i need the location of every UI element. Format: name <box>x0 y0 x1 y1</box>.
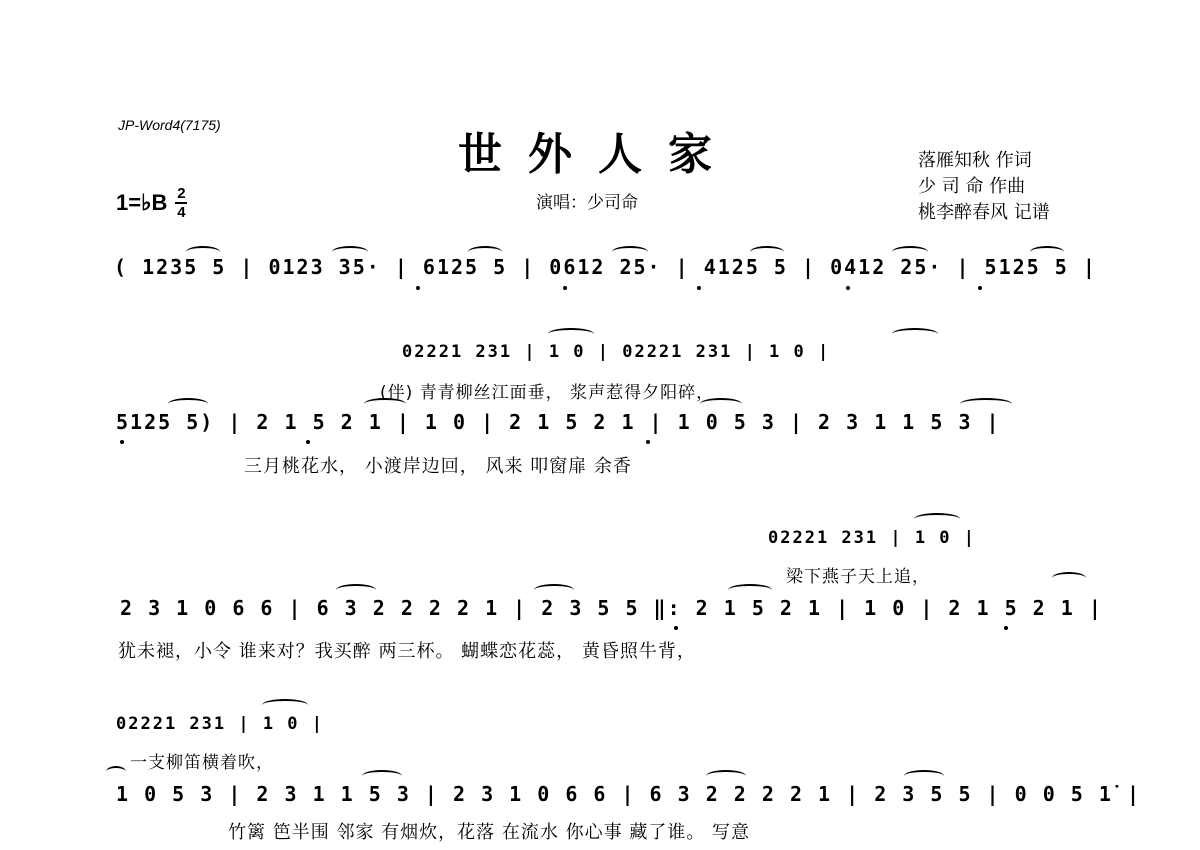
composer-credit: 少 司 命 作曲 <box>918 176 1026 197</box>
slur <box>106 766 126 778</box>
slur <box>186 246 220 258</box>
slur <box>892 328 938 340</box>
slur <box>706 770 746 782</box>
slur <box>700 398 742 410</box>
low-octave-dot <box>306 440 310 444</box>
accomp-line-1: 02221 231 | 1 0 | 02221 231 | 1 0 | <box>402 342 831 362</box>
slur <box>750 246 784 258</box>
lyrics-line-4: 竹篱 笆半围 邻家 有烟炊，花落 在流水 你心事 藏了谁。 写意 <box>228 822 751 843</box>
score-line-4: 1 0 5 3 | 2 3 1 1 5 3 | 2 3 1 0 6 6 | 6 3 2 2 2 2 1 | 2 3 5 5 | 0 0 5 1̇ | <box>116 782 1141 806</box>
slur <box>904 770 944 782</box>
slur <box>914 513 960 525</box>
transcriber-credit: 桃李醉春风 记谱 <box>918 202 1050 223</box>
slur <box>336 584 376 596</box>
key-signature <box>116 186 187 220</box>
slur <box>728 584 772 596</box>
lyricist-credit: 落雁知秋 作词 <box>918 150 1032 171</box>
credits <box>918 148 1050 226</box>
slur <box>468 246 502 258</box>
accomp-lyrics-3: 一支柳笛横着吹， <box>130 753 274 773</box>
song-title: 世外人家 <box>458 129 738 180</box>
score-line-intro: ( 1235 5 | 0123 35· | 6125 5 | 0612 25· | 4125 5 | 0412 25· | 5125 5 | <box>114 255 1097 279</box>
slur <box>332 246 368 258</box>
low-octave-dot <box>563 286 567 290</box>
low-octave-dot <box>674 626 678 630</box>
accomp-lyrics-2: 梁下燕子天上追， <box>786 567 930 587</box>
score-line-2: 5125 5) | 2 1 5 2 1 | 1 0 | 2 1 5 2 1 | 1 0 5 3 | 2 3 1 1 5 3 | <box>116 410 1001 434</box>
slur <box>960 398 1012 410</box>
slur <box>534 584 574 596</box>
accomp-line-2: 02221 231 | 1 0 | <box>768 528 976 548</box>
time-top: 2 <box>177 185 186 202</box>
slur <box>612 246 648 258</box>
low-octave-dot <box>416 286 420 290</box>
time-bottom: 4 <box>177 204 186 221</box>
key-label: 1=♭B <box>116 190 168 215</box>
low-octave-dot <box>978 286 982 290</box>
software-label: JP-Word4(7175) <box>118 117 221 133</box>
low-octave-dot <box>1004 626 1008 630</box>
slur <box>168 398 208 410</box>
time-signature <box>175 186 187 220</box>
slur <box>548 328 594 340</box>
low-octave-dot <box>646 440 650 444</box>
low-octave-dot <box>697 286 701 290</box>
slur <box>1030 246 1064 258</box>
slur <box>892 246 928 258</box>
slur <box>364 398 406 410</box>
low-octave-dot <box>120 440 124 444</box>
lyrics-line-2: 三月桃花水， 小渡岸边回， 风来 叩窗扉 余香 <box>244 456 632 477</box>
score-line-3: 2 3 1 0 6 6 | 6 3 2 2 2 2 1 | 2 3 5 5 ‖: 2 1 5 2 1 | 1 0 | 2 1 5 2 1 | <box>120 596 1103 620</box>
low-octave-dot <box>846 286 850 290</box>
slur <box>1052 572 1086 584</box>
accomp-lyrics-1: (伴) 青青柳丝江面垂， 浆声惹得夕阳碎， <box>380 383 715 403</box>
accomp-line-3: 02221 231 | 1 0 | <box>116 714 324 734</box>
slur <box>362 770 402 782</box>
lyrics-line-3: 犹未褪，小令 谁来对？我买醉 两三杯。 蝴蝶恋花蕊， 黄昏照牛背， <box>118 641 696 662</box>
slur <box>262 699 308 711</box>
singer-credit: 演唱：少司命 <box>536 193 638 213</box>
